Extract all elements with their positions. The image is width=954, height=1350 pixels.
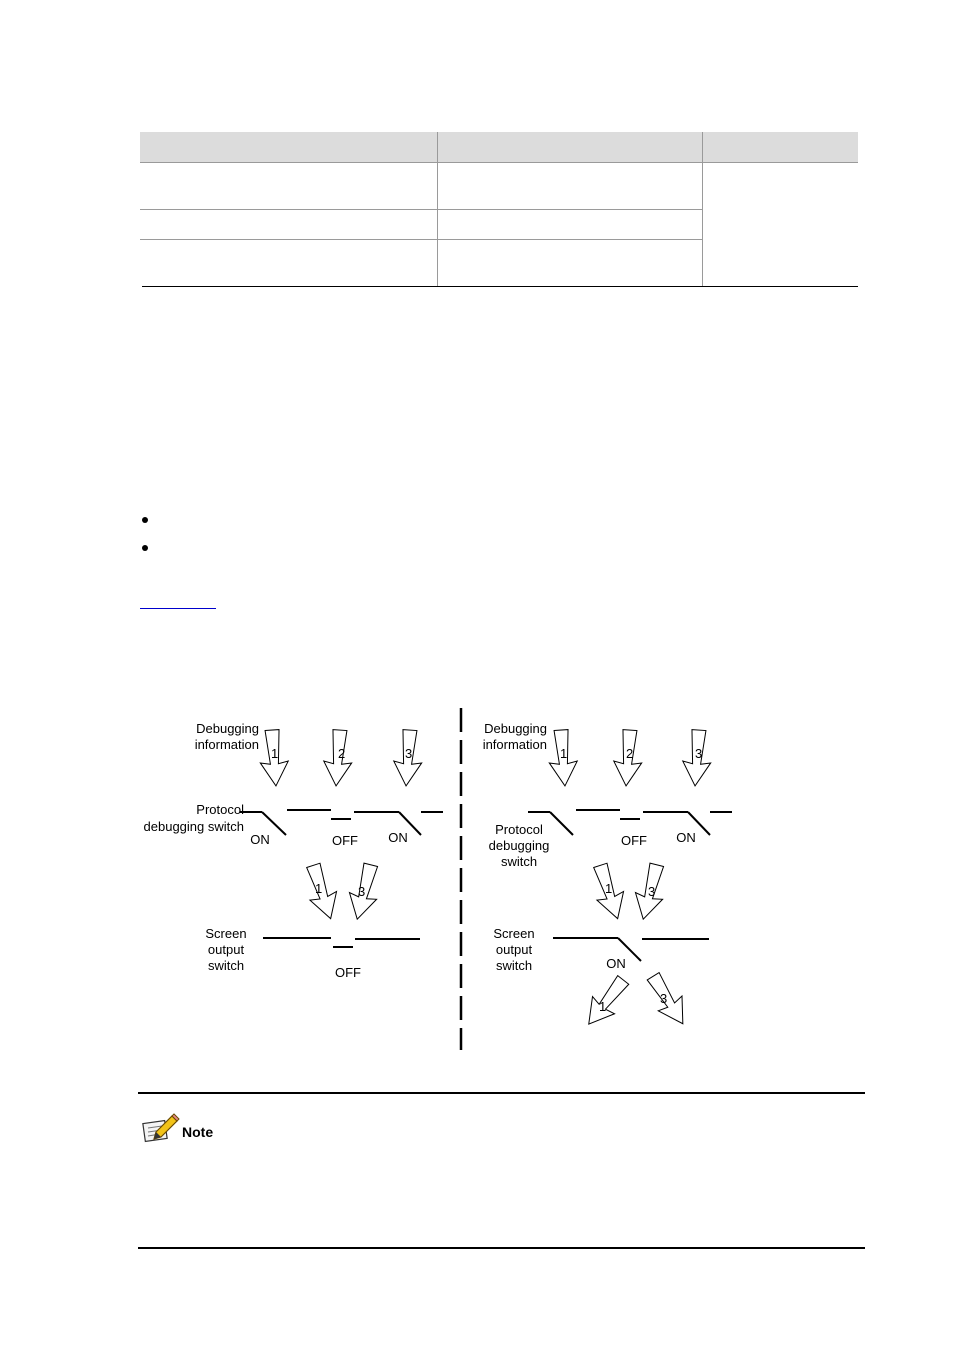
protocol-switch-label-line2: debugging switch (143, 819, 244, 834)
pencil-note-icon (142, 1112, 180, 1144)
protocol-switch-label-line1: Protocol (495, 822, 543, 837)
debugging-info-label-line2: information (194, 737, 259, 752)
debugging-info-label-line1: Debugging (196, 721, 259, 736)
arrow-number: 3 (648, 884, 656, 899)
arrow-number: 3 (405, 746, 413, 761)
arrow-number: 3 (358, 884, 366, 899)
screen-switch-label-line1: Screen (493, 926, 535, 941)
arrow-number: 1 (271, 746, 279, 761)
screen-switch-label-line1: Screen (205, 926, 247, 941)
arrow-number: 2 (626, 746, 634, 761)
arrow-number: 3 (695, 746, 703, 761)
screen-state: ON (606, 956, 626, 971)
note-top-rule (138, 1092, 865, 1094)
protocol-switch-lines (528, 810, 732, 835)
screen-switch-lines (553, 938, 709, 961)
protocol-state-2: OFF (332, 833, 358, 848)
note-bottom-rule (138, 1247, 865, 1249)
arrow-number: 2 (338, 746, 346, 761)
arrow-number: 3 (660, 991, 668, 1006)
arrow-number: 1 (315, 881, 323, 896)
protocol-state-3: ON (388, 830, 408, 845)
screen-switch-label-line2: output (495, 942, 533, 957)
debugging-info-label-line2: information (482, 737, 547, 752)
arrow-number: 1 (599, 999, 607, 1014)
arrow-number: 1 (560, 746, 568, 761)
protocol-state-2: OFF (621, 833, 647, 848)
protocol-state-1: ON (250, 832, 270, 847)
screen-switch-lines (263, 938, 420, 947)
screen-state: OFF (335, 965, 361, 980)
protocol-switch-label-line3: switch (500, 854, 538, 869)
screen-switch-label-line3: switch (207, 958, 245, 973)
protocol-switch-label-line1: Protocol (196, 802, 244, 817)
protocol-switch-label-line2: debugging (488, 838, 550, 853)
protocol-switch-lines (240, 810, 443, 835)
screen-switch-label-line3: switch (495, 958, 533, 973)
protocol-state-3: ON (676, 830, 696, 845)
screen-switch-label-line2: output (207, 942, 245, 957)
debugging-info-label-line1: Debugging (484, 721, 547, 736)
note-label: Note (182, 1124, 214, 1140)
arrow-number: 1 (605, 881, 613, 896)
output-arrow-3 (641, 969, 694, 1031)
